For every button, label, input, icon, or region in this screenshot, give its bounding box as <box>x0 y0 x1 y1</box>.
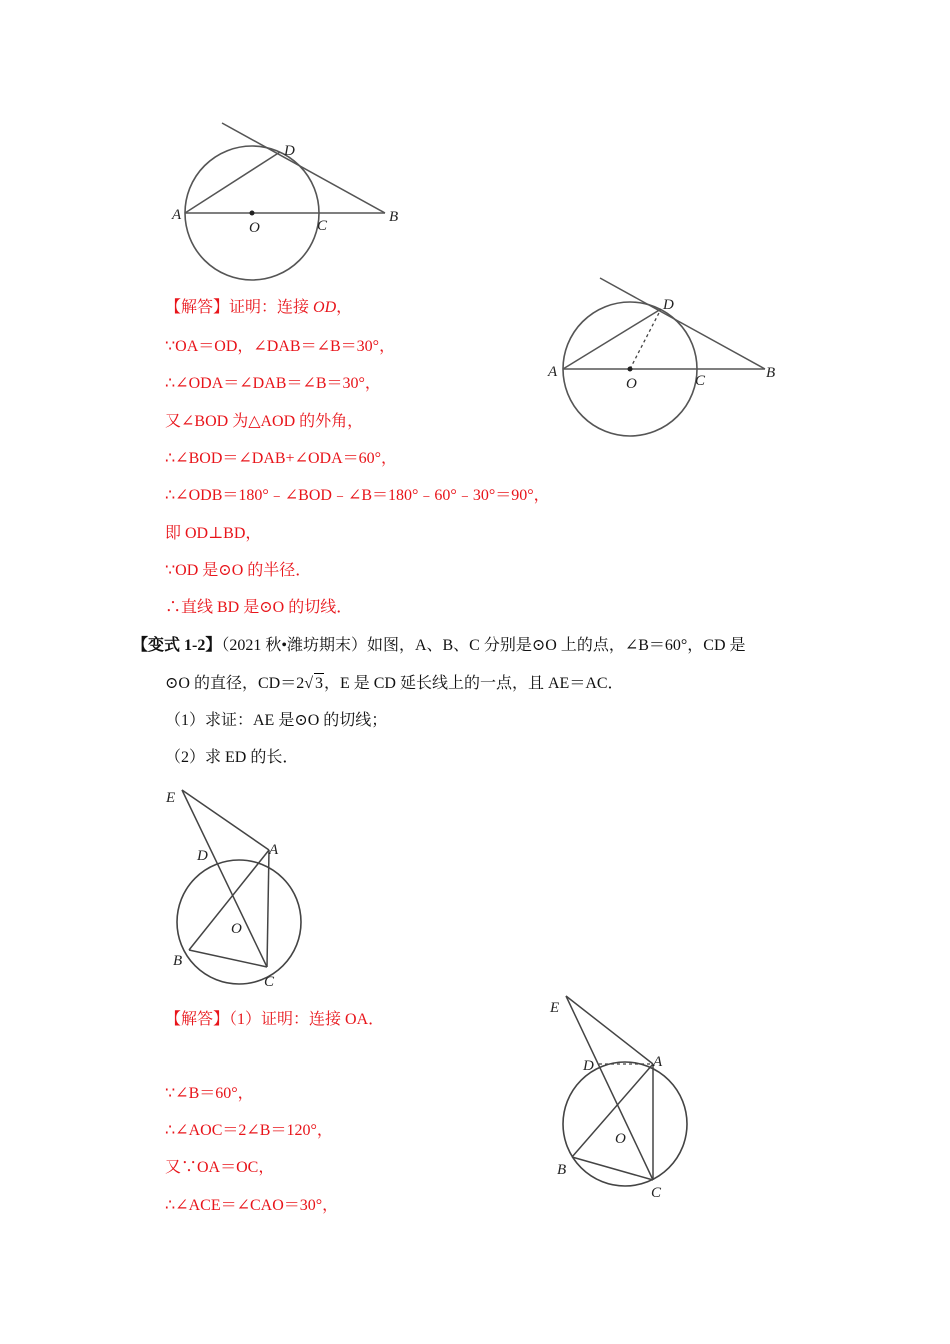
label-b: B <box>557 1162 567 1178</box>
solution2-l1: （1）证明：连接 OA． <box>229 1011 385 1028</box>
solution1-line-7: 即 OD⊥BD， <box>165 525 262 542</box>
problem2-question-2: （2）求 ED 的长． <box>165 749 299 766</box>
solution2-line-5: ∴∠ACE＝∠CAO＝30°， <box>165 1197 339 1214</box>
label-o: O <box>615 1131 626 1147</box>
label-b: B <box>766 365 776 381</box>
label-e: E <box>550 1000 560 1016</box>
problem2-question-1: （1）求证：AE 是⊙O 的切线； <box>165 712 388 729</box>
line-bc <box>189 950 267 967</box>
solution1-line-2: ∵OA＝OD，∠DAB＝∠B＝30°， <box>165 338 396 355</box>
label-o: O <box>231 921 242 937</box>
solution1-line-3: ∴∠ODA＝∠DAB＝∠B＝30°， <box>165 375 381 392</box>
figure-3-svg <box>160 782 330 992</box>
label-b: B <box>173 953 183 969</box>
line-ad <box>563 309 661 369</box>
label-b: B <box>389 209 399 225</box>
line-ea <box>566 996 653 1064</box>
label-e: E <box>166 790 176 806</box>
figure-4-svg <box>545 990 715 1205</box>
label-c: C <box>264 974 275 990</box>
solution1-line-8: ∵OD 是⊙O 的半径． <box>165 562 312 579</box>
figure-1-circle-tangent <box>160 118 420 288</box>
label-d: D <box>663 297 674 313</box>
solution2-line-4: 又∵OA＝OC， <box>165 1159 275 1176</box>
center-point-o <box>250 211 255 216</box>
figure-3-problem-diagram <box>160 782 330 992</box>
solution2-line-1 <box>165 1010 384 1030</box>
solution1-l1-text: 证明：连接 <box>229 299 314 316</box>
sqrt-radicand: 3 <box>314 675 323 692</box>
solution1-line-4: 又∠BOD 为△AOD 的外角， <box>165 413 364 430</box>
line-ad <box>185 152 280 213</box>
label-a: A <box>269 842 279 858</box>
solution1-line-5: ∴∠BOD＝∠DAB+∠ODA＝60°， <box>165 450 398 467</box>
solution1-line-9: ∴直线 BD 是⊙O 的切线． <box>165 599 353 616</box>
circle-o <box>563 1062 687 1186</box>
problem2-text-2-post: ，E 是 CD 延长线上的一点，且 AE＝AC． <box>323 675 624 692</box>
line-ea <box>182 790 269 850</box>
label-o: O <box>626 376 637 392</box>
line-ec <box>566 996 653 1180</box>
problem2-source: （2021 秋•潍坊期末） <box>221 637 367 654</box>
line-ab <box>189 850 269 950</box>
problem2-text-1: 如图，A、B、C 分别是⊙O 上的点，∠B＝60°，CD 是 <box>366 637 746 654</box>
label-d: D <box>284 143 295 159</box>
solution1-l1-end: ， <box>336 299 353 316</box>
label-a: A <box>653 1054 663 1070</box>
label-d: D <box>583 1058 594 1074</box>
problem2-line-1 <box>132 636 746 656</box>
solution1-line-6: ∴∠ODB＝180°﹣∠BOD﹣∠B＝180°﹣60°﹣30°＝90°， <box>165 487 550 504</box>
center-point-o <box>628 367 633 372</box>
tangent-line-db <box>600 278 765 369</box>
figure-1-svg <box>160 118 420 288</box>
label-a: A <box>548 364 558 380</box>
solution2-line-2: ∵∠B＝60°， <box>165 1085 254 1102</box>
label-c: C <box>317 218 328 234</box>
solution2-header: 【解答】 <box>165 1011 230 1028</box>
figure-4-solution-diagram <box>545 990 715 1205</box>
problem2-text-2-pre: ⊙O 的直径，CD＝2 <box>165 675 305 692</box>
problem2-line-2 <box>165 673 624 694</box>
label-d: D <box>197 848 208 864</box>
label-c: C <box>651 1185 662 1201</box>
figure-2-solution-diagram <box>540 272 790 442</box>
problem2-tag: 【变式 1-2】 <box>132 637 222 654</box>
figure-2-svg <box>540 272 790 442</box>
line-bc <box>572 1157 653 1180</box>
solution1-line-1 <box>165 298 352 318</box>
label-a: A <box>172 207 182 223</box>
solution-header: 【解答】 <box>165 299 230 316</box>
label-o: O <box>249 220 260 236</box>
sqrt-symbol: √ 3 <box>304 675 323 692</box>
tangent-line-db <box>222 123 385 213</box>
solution1-l1-var: OD <box>313 299 337 316</box>
solution2-line-3: ∴∠AOC＝2∠B＝120°， <box>165 1122 333 1139</box>
label-c: C <box>695 373 706 389</box>
